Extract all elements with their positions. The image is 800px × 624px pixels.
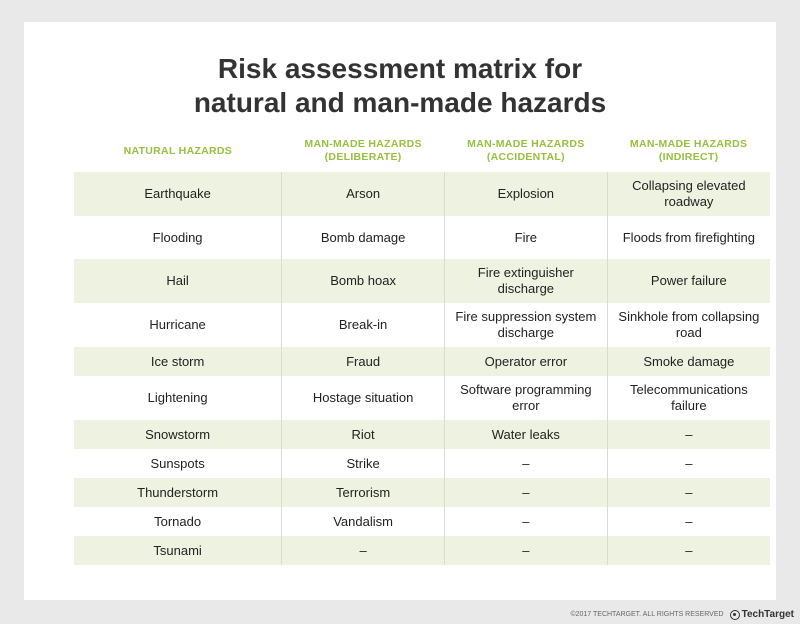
- table-cell: Flooding: [152, 229, 203, 245]
- table-row: [74, 259, 770, 303]
- table-cell: Hostage situation: [282, 376, 445, 420]
- title-line-1: Risk assessment matrix for: [217, 53, 583, 84]
- table-cell: Power failure: [607, 259, 770, 303]
- table-row: [74, 420, 770, 449]
- table-cell: Thunderstorm: [74, 478, 282, 507]
- table-cell: Riot: [282, 420, 445, 449]
- table-cell: Strike: [282, 449, 445, 478]
- table-cell: Telecommunications failure: [607, 376, 770, 420]
- table-cell: Tsunami: [74, 536, 282, 565]
- table-cell: Tornado: [154, 513, 202, 529]
- col-header-accidental: MAN-MADE HAZARDS (ACCIDENTAL): [467, 138, 585, 163]
- table-cell: Arson: [282, 172, 445, 216]
- table-cell: Fire: [444, 216, 607, 259]
- table-cell: Smoke damage: [607, 347, 770, 376]
- title-line-2: natural and man-made hazards: [193, 87, 607, 118]
- copyright-text: ©2017 TECHTARGET. ALL RIGHTS RESERVED: [570, 611, 724, 618]
- table-cell: Vandalism: [282, 507, 445, 536]
- table-cell: Ice storm: [74, 347, 282, 376]
- table-row: [74, 449, 770, 478]
- table-cell: Lightening: [147, 390, 208, 405]
- table-row: [74, 216, 770, 259]
- table-row: [74, 303, 770, 347]
- table-cell: Snowstorm: [74, 420, 282, 449]
- col-header-indirect: MAN-MADE HAZARDS (INDIRECT): [629, 138, 748, 163]
- table-row: [74, 536, 770, 565]
- table-cell: Terrorism: [282, 478, 445, 507]
- table-cell: –: [282, 536, 445, 565]
- techtarget-logo-icon: [730, 610, 740, 620]
- table-row: [74, 507, 770, 536]
- table-row: [74, 172, 770, 216]
- table-cell: –: [607, 507, 770, 536]
- table-cell: Hail: [74, 259, 282, 303]
- table-cell: –: [444, 507, 607, 536]
- logo-text: TechTarget: [741, 609, 794, 620]
- table-cell: –: [607, 536, 770, 565]
- table-cell: Water leaks: [444, 420, 607, 449]
- table-cell: Break-in: [282, 303, 445, 347]
- table-cell: Bomb hoax: [282, 259, 445, 303]
- table-row: [74, 376, 770, 420]
- col-header-natural: NATURAL HAZARDS: [123, 144, 233, 157]
- table-row: [74, 478, 770, 507]
- table-cell: –: [444, 449, 607, 478]
- table-cell: –: [607, 420, 770, 449]
- infographic-card: [24, 22, 776, 600]
- risk-matrix-table: [74, 130, 770, 565]
- table-cell: Fire suppression system discharge: [444, 303, 607, 347]
- table-cell: Fire extinguisher discharge: [444, 259, 607, 303]
- table-cell: Software programming error: [444, 376, 607, 420]
- table-cell: Operator error: [444, 347, 607, 376]
- table-cell: –: [444, 536, 607, 565]
- table-cell: –: [607, 478, 770, 507]
- footer: [570, 609, 794, 620]
- table-cell: Hurricane: [149, 317, 206, 332]
- table-header-row: [74, 130, 770, 172]
- table-cell: Sunspots: [150, 455, 205, 471]
- col-header-deliberate: MAN-MADE HAZARDS (DELIBERATE): [304, 138, 422, 163]
- table-cell: Sinkhole from collapsing road: [607, 303, 770, 347]
- table-cell: Collapsing elevated roadway: [607, 172, 770, 216]
- table-cell: Explosion: [444, 172, 607, 216]
- table-row: [74, 347, 770, 376]
- table-cell: Earthquake: [74, 172, 282, 216]
- table-cell: –: [607, 449, 770, 478]
- table-cell: –: [444, 478, 607, 507]
- page-title: [24, 52, 776, 120]
- techtarget-logo: [730, 609, 794, 620]
- table-cell: Floods from firefighting: [607, 216, 770, 259]
- table-cell: Bomb damage: [282, 216, 445, 259]
- table-cell: Fraud: [282, 347, 445, 376]
